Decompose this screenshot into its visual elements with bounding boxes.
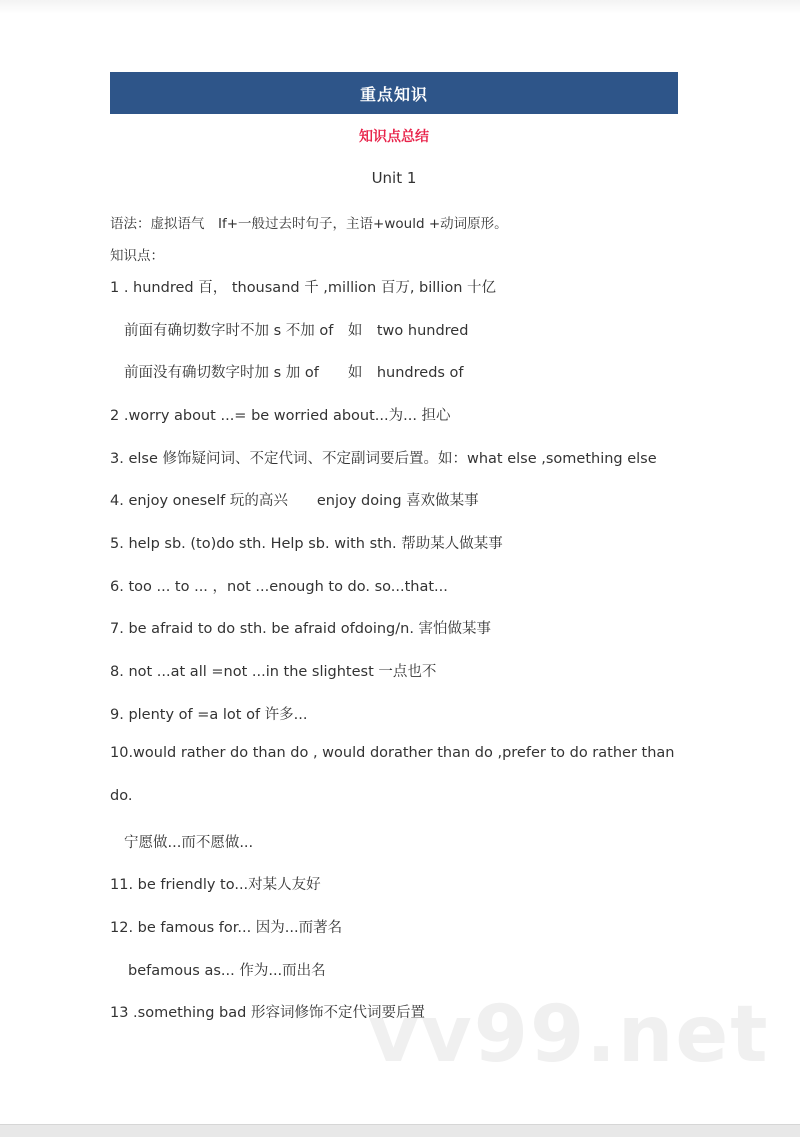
points-label: 知识点： <box>110 248 164 264</box>
list-item: 11. be friendly to...对某人友好 <box>110 877 321 893</box>
unit-heading: Unit 1 <box>371 169 417 187</box>
list-item: 5. help sb. (to)do sth. Help sb. with sth. 帮助某人做某事 <box>110 536 503 552</box>
list-item: 12. be famous for... 因为...而著名 <box>110 920 343 936</box>
list-item: 8. not ...at all =not ...in the slightest 一点也不 <box>110 664 437 680</box>
list-item: 宁愿做...而不愿做... <box>124 835 254 851</box>
bottom-shade <box>0 1124 800 1137</box>
list-item: 前面没有确切数字时加 s 加 of 如 hundreds of <box>124 365 464 381</box>
section-subtitle: 知识点总结 <box>359 129 429 145</box>
list-item: 7. be afraid to do sth. be afraid ofdoing/n. 害怕做某事 <box>110 621 492 637</box>
banner-title: 重点知识 <box>359 84 428 104</box>
list-item: 10.would rather do than do , would dorather than do ,prefer to do rather than <box>110 745 675 761</box>
list-item: do. <box>110 788 133 804</box>
list-item: befamous as... 作为...而出名 <box>128 963 326 979</box>
section-banner <box>110 72 678 114</box>
grammar-note: 语法：虚拟语气 If+一般过去时句子，主语+would +动词原形。 <box>110 216 508 232</box>
top-shade <box>0 0 800 14</box>
list-item: 1 . hundred 百， thousand 千 ,million 百万, billion 十亿 <box>110 280 497 296</box>
site-watermark: vv99.net <box>368 990 770 1080</box>
list-item: 4. enjoy oneself 玩的高兴 enjoy doing 喜欢做某事 <box>110 493 479 509</box>
list-item: 3. else 修饰疑问词、不定代词、不定副词要后置。如：what else ,something else <box>110 451 657 467</box>
list-item: 6. too ... to ... ，not ...enough to do. so...that... <box>110 579 448 595</box>
list-item: 9. plenty of =a lot of 许多... <box>110 707 308 723</box>
list-item: 2 .worry about ...= be worried about...为... 担心 <box>110 408 451 424</box>
list-item: 13 .something bad 形容词修饰不定代词要后置 <box>110 1005 425 1021</box>
list-item: 前面有确切数字时不加 s 不加 of 如 two hundred <box>124 323 469 339</box>
